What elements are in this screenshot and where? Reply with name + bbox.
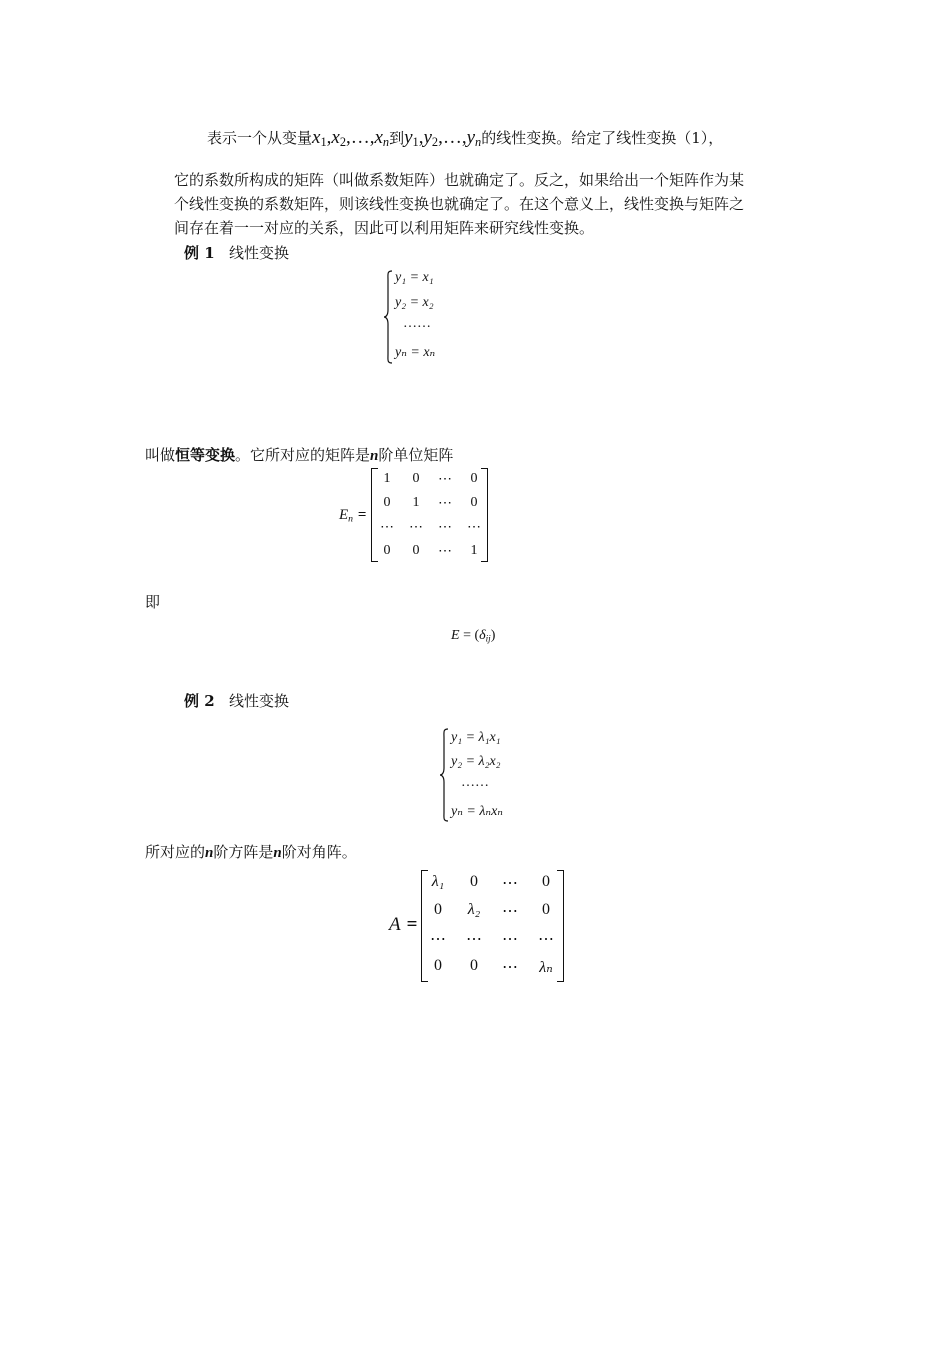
diag-cell-1-1: λ₁ xyxy=(431,873,445,890)
identity-cell-3-4: ⋯ xyxy=(467,520,481,535)
diag-cell-3-2: ⋯ xyxy=(466,931,482,948)
diag-cell-3-1: ⋯ xyxy=(430,931,446,948)
diag-matrix xyxy=(421,870,564,982)
example2-label: 例 2 xyxy=(184,692,215,710)
example1-title: 线性变换 xyxy=(228,244,289,262)
identity-term: 恒等变换 xyxy=(175,446,236,464)
identity-mid: 。它所对应的矩阵是 xyxy=(235,446,371,464)
identity-cell-1-1: 1 xyxy=(383,471,391,486)
identity-cell-4-4: 1 xyxy=(470,543,478,558)
diag-cell-2-2: λ₂ xyxy=(467,901,481,918)
identity-cell-2-1: 0 xyxy=(383,495,391,510)
example2-heading xyxy=(184,689,289,713)
identity-cell-4-3: ⋯ xyxy=(438,544,452,559)
diag-n1: n xyxy=(205,845,214,861)
diag-pre: 所对应的 xyxy=(145,843,206,861)
identity-cell-1-2: 0 xyxy=(412,471,420,486)
identity-n: n xyxy=(370,448,379,464)
diag-sentence xyxy=(145,840,357,865)
identity-matrix xyxy=(371,468,488,562)
var-x2: $x_2$ xyxy=(331,127,346,150)
system2-eq-n: yₙ = λₙxₙ xyxy=(451,804,503,819)
brace-left-icon xyxy=(383,270,393,364)
var-yn: $y_n$ xyxy=(466,127,482,150)
diag-cell-4-1: 0 xyxy=(434,957,442,974)
system1-eq-n: yₙ = xₙ xyxy=(395,345,436,360)
system1 xyxy=(383,270,473,364)
kronecker-formula: $E = (\delta_{ij})$ xyxy=(451,628,496,644)
identity-cell-3-1: ⋯ xyxy=(380,520,394,535)
identity-cell-2-4: 0 xyxy=(470,495,478,510)
diag-cell-2-3: ⋯ xyxy=(502,903,518,920)
system2-eq-1: y₁ = λ₁x₁ xyxy=(451,730,501,745)
diag-mid: 阶方阵是 xyxy=(213,843,274,861)
paragraph-line-2: 个线性变换的系数矩阵，则该线性变换也就确定了。在这个意义上，线性变换与矩阵之 xyxy=(174,195,745,213)
diag-cell-3-3: ⋯ xyxy=(502,931,518,948)
diag-cell-1-3: ⋯ xyxy=(502,875,518,892)
system2 xyxy=(439,728,539,822)
identity-matrix-label: $E_n$ = xyxy=(339,507,367,525)
system2-dots: …… xyxy=(461,775,489,790)
diag-matrix-label: A = xyxy=(389,914,418,935)
ji-word: 即 xyxy=(145,593,161,611)
identity-cell-3-3: ⋯ xyxy=(438,520,452,535)
identity-cell-3-2: ⋯ xyxy=(409,520,423,535)
diag-cell-4-3: ⋯ xyxy=(502,959,518,976)
identity-cell-2-3: ⋯ xyxy=(438,496,452,511)
diag-cell-1-2: 0 xyxy=(470,873,478,890)
example1-heading xyxy=(184,241,289,265)
brace-left-icon xyxy=(439,728,449,822)
system1-eq-2: y₂ = x₂ xyxy=(395,295,434,310)
identity-cell-4-1: 0 xyxy=(383,543,391,558)
intro-suffix: 的线性变换。给定了线性变换（1）， xyxy=(481,129,724,147)
var-y1: $y_1$ xyxy=(404,127,419,150)
example1-label: 例 1 xyxy=(184,244,215,262)
intro-line: 表示一个从变量$x_1,x_2,\dots,x_n$到$y_1,y_2,\dots,y_n$的线性变换。给定了线性变换（1）， xyxy=(207,127,724,150)
identity-cell-2-2: 1 xyxy=(412,495,420,510)
var-x1: $x_1$ xyxy=(312,127,327,150)
diag-cell-1-4: 0 xyxy=(542,873,550,890)
diag-cell-2-4: 0 xyxy=(542,901,550,918)
var-xn: $x_n$ xyxy=(374,127,390,150)
diag-post: 阶对角阵。 xyxy=(281,843,357,861)
example2-title: 线性变换 xyxy=(228,692,289,710)
paragraph-line-3: 间存在着一一对应的关系，因此可以利用矩阵来研究线性变换。 xyxy=(174,219,595,237)
identity-pre: 叫做 xyxy=(145,446,176,464)
system1-dots: …… xyxy=(403,316,431,331)
identity-cell-1-4: 0 xyxy=(470,471,478,486)
diag-cell-4-2: 0 xyxy=(470,957,478,974)
identity-cell-1-3: ⋯ xyxy=(438,472,452,487)
diag-cell-3-4: ⋯ xyxy=(538,931,554,948)
system2-eq-2: y₂ = λ₂x₂ xyxy=(451,754,501,769)
diag-cell-2-1: 0 xyxy=(434,901,442,918)
intro-prefix: 表示一个从变量 xyxy=(207,129,313,147)
identity-sentence xyxy=(145,443,453,468)
identity-post: 阶单位矩阵 xyxy=(378,446,454,464)
diag-n2: n xyxy=(273,845,282,861)
identity-cell-4-2: 0 xyxy=(412,543,420,558)
var-y2: $y_2$ xyxy=(423,127,439,150)
diag-cell-4-4: λₙ xyxy=(539,959,553,976)
intro-mid: 到 xyxy=(389,129,405,147)
paragraph-line-1: 它的系数所构成的矩阵（叫做系数矩阵）也就确定了。反之，如果给出一个矩阵作为某 xyxy=(174,171,745,189)
system1-eq-1: y₁ = x₁ xyxy=(395,270,434,285)
